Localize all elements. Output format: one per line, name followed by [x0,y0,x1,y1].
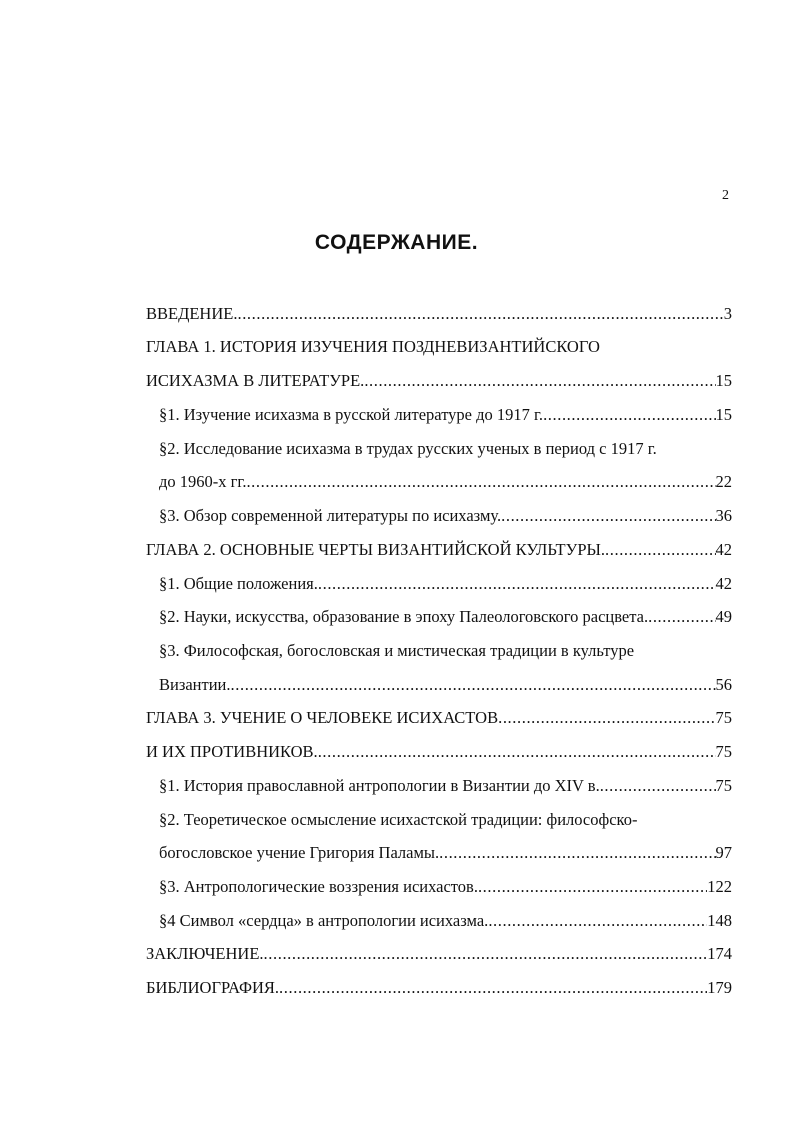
toc-entry-text: И ИХ ПРОТИВНИКОВ. [146,742,318,761]
leader-dots [543,404,715,426]
leader-dots [439,842,715,864]
toc-entry-page: 3 [723,304,732,323]
leader-dots [648,606,715,628]
leader-dots [318,573,716,595]
toc-entry-section-2-3-line-2 [159,674,732,696]
leader-dots [605,539,715,561]
page-number: 2 [722,188,729,203]
toc-entry-section-1-2-line-2 [159,471,732,493]
toc-entry-text: §2. Теоретическое осмысление исихастской традиции: философско- [159,810,638,829]
toc-entry-section-1-3 [159,505,732,527]
toc-entry-section-3-1 [159,775,732,797]
toc-entry-section-2-2 [159,606,732,628]
leader-dots [231,674,716,696]
leader-dots [246,471,715,493]
leader-dots [498,707,715,729]
toc-entry-text: богословское учение Григория Паламы. [159,843,440,862]
toc-entry-text: ГЛАВА 3. УЧЕНИЕ О ЧЕЛОВЕКЕ ИСИХАСТОВ [146,708,499,727]
leader-dots [237,303,723,325]
toc-entry-bibliography [146,977,732,999]
toc-entry-page: 56 [715,675,732,694]
toc-entry-page: 97 [715,843,732,862]
toc-entry-text: §1. Изучение исихазма в русской литературе до 1917 г. [159,405,544,424]
toc-entry-text: ВВЕДЕНИЕ. [146,304,238,323]
toc-entry-chapter-3-line-1 [146,707,732,729]
toc-entry-text: ЗАКЛЮЧЕНИЕ. [146,944,264,963]
toc-entry-page: 75 [715,742,732,761]
leader-dots [501,505,715,527]
toc-entry-chapter-1-line-1 [146,336,732,358]
toc-entry-text: ГЛАВА 2. ОСНОВНЫЕ ЧЕРТЫ ВИЗАНТИЙСКОЙ КУЛЬТУРЫ. [146,540,606,559]
toc-entry-page: 36 [715,506,732,525]
toc-entry-page: 122 [707,877,732,896]
toc-entry-page: 22 [715,472,732,491]
toc-entry-page: 148 [707,911,732,930]
toc-entry-chapter-1-line-2 [146,370,732,392]
toc-entry-text: §3. Обзор современной литературы по исихазму. [159,506,502,525]
leader-dots [364,370,715,392]
toc-entry-section-2-3-line-1 [159,640,732,662]
toc-entry-text: до 1960-х гг. [159,472,247,491]
toc-entry-section-3-2-line-1 [159,809,732,831]
leader-dots [279,977,707,999]
toc-entry-page: 42 [715,540,732,559]
toc-entry-page: 15 [715,405,732,424]
toc-entry-page: 179 [707,978,732,997]
toc-entry-text: §4 Символ «сердца» в антропологии исихазма. [159,911,489,930]
toc-entry-section-3-2-line-2 [159,842,732,864]
toc-entry-page: 75 [715,708,732,727]
toc-entry-section-3-3 [159,876,732,898]
toc-entry-text: §2. Науки, искусства, образование в эпоху Палеологовского расцвета. [159,607,649,626]
toc-entry-section-3-4 [159,910,732,932]
toc-entry-section-2-1 [159,573,732,595]
toc-entry-section-1-2-line-1 [159,438,732,460]
toc-entry-text: БИБЛИОГРАФИЯ. [146,978,280,997]
leader-dots [600,775,716,797]
toc-entry-page: 75 [715,776,732,795]
leader-dots [264,943,708,965]
toc-entry-page: 15 [715,371,732,390]
toc-entry-text: §2. Исследование исихазма в трудах русских ученых в период с 1917 г. [159,439,657,458]
leader-dots [478,876,707,898]
toc-entry-section-1-1 [159,404,732,426]
toc-entry-text: §1. История православной антропологии в Византии до XIV в. [159,776,600,795]
toc-entry-page: 42 [715,574,732,593]
toc-entry-text: Византии. [159,675,231,694]
toc-entry-chapter-3-line-2 [146,741,732,763]
toc-entry-conclusion [146,943,732,965]
leader-dots [488,910,707,932]
toc-entry-page: 174 [707,944,732,963]
toc-entry-text: §1. Общие положения. [159,574,318,593]
toc-entry-page: 49 [715,607,732,626]
toc-entry-introduction [146,303,732,325]
leader-dots [318,741,716,763]
toc-entry-text: §3. Философская, богословская и мистическая традиции в культуре [159,641,635,660]
toc-title: СОДЕРЖАНИЕ. [314,231,479,254]
toc-entry-text: ИСИХАЗМА В ЛИТЕРАТУРЕ. [146,371,365,390]
toc-entry-chapter-2 [146,539,732,561]
toc-entry-text: §3. Антропологические воззрения исихастов. [159,877,478,896]
toc-entry-text: ГЛАВА 1. ИСТОРИЯ ИЗУЧЕНИЯ ПОЗДНЕВИЗАНТИЙСКОГО [146,337,600,356]
